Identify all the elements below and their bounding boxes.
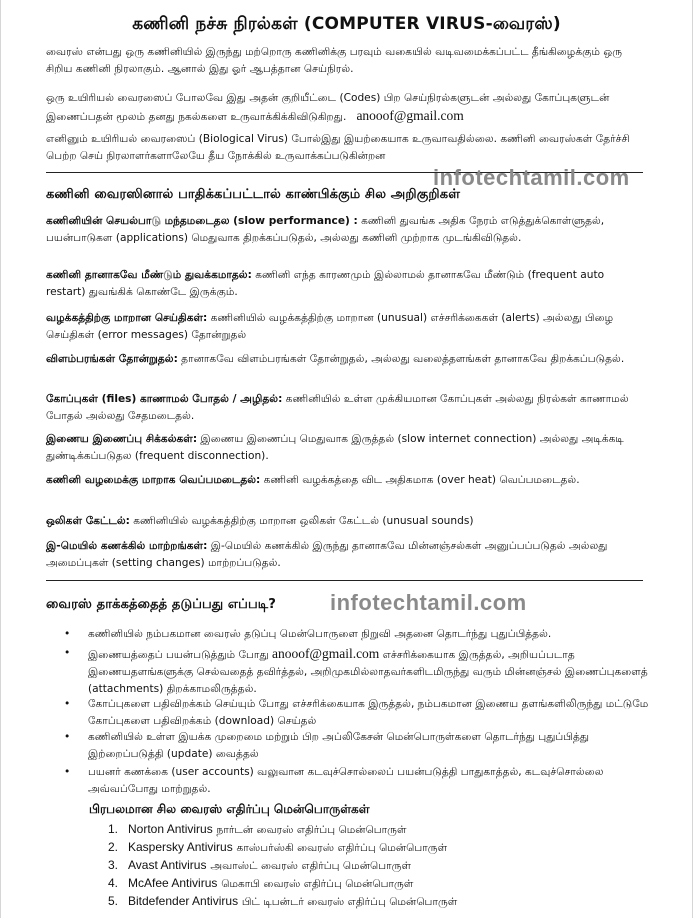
antivirus-list-heading: பிரபலமான சில வைரஸ் எதிர்ப்பு மென்பொருள்கள் [89,802,370,816]
section2-heading: வைரஸ் தாக்கத்தைத் தடுப்பது எப்படி? [46,597,276,612]
prevention-item: கோப்புகளை பதிவிறக்கம் செய்யும் போது எச்சரிக்கையாக இருத்தல், நம்பகமான இணைய தளங்களிலிருந்து மட்டுமே கோப்புகளை பதிவிறக்கம் (download) செய்தல் [88,698,649,727]
antivirus-list-item: 5. Bitdefender Antivirus பிட் டிபன்டர் வைரஸ் எதிர்ப்பு மென்பொருள் [108,894,458,908]
bullet-glyph: • [64,647,71,659]
divider-2 [46,580,643,581]
prevention-item: கணினியில் நம்பகமான வைரஸ் தடுப்பு மென்பொருளை நிறுவி அதனை தொடர்ந்து புதுப்பித்தல். [88,628,552,640]
symptom-item: வழக்கத்திற்கு மாறான செய்திகள்: கணினியில் வழக்கத்திற்கு மாறான (unusual) எச்சரிக்கைகள் (alerts) அல்லது பிழை செய்திகள் (error messages) தோன்றுதல் [46,312,614,341]
prevention-item: இணையத்தைப் பயன்படுத்தும் போது anooof@gmail.com எச்சரிக்கையாக இருத்தல், அறியப்படாத இணையதளங்களுக்கு செல்வதைத் தவிர்த்தல், அறிமுகமில்லாதவர்களிடமிருந்து வரும் மின்னஞ்சல் இணைப்புகளைத் (attachments) திறக்காமலிருத்தல். [88,646,648,695]
email-text: anooof@gmail.com [272,646,380,661]
bullet-glyph: • [64,698,71,710]
symptom-item: கோப்புகள் (files) காணாமல் போதல் / அழிதல்: கணினியில் உள்ள முக்கியமான கோப்புகள் அல்லது நிரல்கள் காணாமல் போதல் அல்லது சேதமடைதல். [46,393,629,422]
email-text: anooof@gmail.com [356,108,464,123]
symptom-item: விளம்பரங்கள் தோன்றுதல்: தானாகவே விளம்பரங்கள் தோன்றுதல், அல்லது வலைத்தளங்கள் தானாகவே திறக்கப்படுதல். [46,353,625,365]
antivirus-list-item: 1. Norton Antivirus நார்டன் வைரஸ் எதிர்ப்பு மென்பொருள் [108,822,407,836]
bullet-glyph: • [64,628,71,640]
bullet-glyph: • [64,731,71,743]
symptom-item: இணைய இணைப்பு சிக்கல்கள்: இணைய இணைப்பு மெதுவாக இருத்தல் (slow internet connection) அல்லது அடிக்கடி துண்டிக்கப்படுதல (frequent disconnection). [46,433,624,462]
watermark-2: infotechtamil.com [330,590,527,615]
symptom-item: கணினி வழமைக்கு மாறாக வெப்பமடைதல்: கணினி வழக்கத்தை விட அதிகமாக (over heat) வெப்பமடைதல். [46,474,580,486]
antivirus-list-item: 3. Avast Antivirus அவாஸ்ட் வைரஸ் எதிர்ப்பு மென்பொருள் [108,858,412,872]
symptom-item: கணினி தானாகவே மீண்டும் துவக்கமாதல்: கணினி எந்த காரணமும் இல்லாமல் தானாகவே மீண்டும் (frequent auto restart) துவங்கிக் கொண்டே இருக்கும். [46,269,605,298]
page-title: கணினி நச்சு நிரல்கள் (COMPUTER VIRUS-வைரஸ்) [132,14,561,34]
symptom-item: ஒலிகள் கேட்டல்: கணினியில் வழக்கத்திற்கு மாறான ஒலிகள் கேட்டல் (unusual sounds) [46,515,474,527]
prevention-item: பயனர் கணக்கை (user accounts) வலுவான கடவுச்சொல்லைப் பயன்படுத்தி பாதுகாத்தல், கடவுச்சொல்லை அவ்வப்போது மாற்றுதல். [88,766,604,795]
intro-paragraph-2: ஒரு உயிரியல் வைரஸைப் போலவே இது அதன் குறியீட்டை (Codes) பிற செய்நிரல்களுடன் அல்லது கோப்புகளுடன் இணைப்பதன் மூலம் தனது நகல்களை உருவாக்கிக்கிவிடுகிறது. anooof@gmail.com [46,92,610,123]
intro-paragraph-3: எனினும் உயிரியல் வைரஸைப் (Biological Virus) போல்இது இயற்கையாக உருவாவதில்லை. கணினி வைரஸ்கள் தேர்ச்சி பெற்ற செய் நிரலாளர்களாலேயே தீய நோக்கில் உருவாக்கப்படுகின்றன [46,133,630,162]
antivirus-list-item: 2. Kaspersky Antivirus காஸ்பர்ஸ்கி வைரஸ் எதிர்ப்பு மென்பொருள் [108,840,448,854]
symptom-item: இ-மெயில் கணக்கில் மாற்றங்கள்: இ-மெயில் கணக்கில் இருந்து தானாகவே மின்னஞ்சல்கள் அனுப்பப்படுதல் அல்லது அமைப்புகள் (setting changes) மாற்றப்படுதல். [46,540,608,569]
intro-paragraph-1: வைரஸ் என்பது ஒரு கணினியில் இருந்து மற்றொரு கணினிக்கு பரவும் வகையில் வடிவமைக்கப்பட்ட தீங்கிழைக்கும் ஒரு சிறிய கணினி நிரலாகும். ஆனால் இது ஓர் ஆபத்தான செய்நிரல். [46,46,623,75]
watermark-1: infotechtamil.com [433,165,630,190]
page-border-left [0,0,1,918]
section1-heading: கணினி வைரஸினால் பாதிக்கப்பட்டால் காண்பிக்கும் சில அறிகுறிகள் [46,187,461,202]
prevention-item: கணினியில் உள்ள இயக்க முறைமை மற்றும் பிற அப்லிகேசன் மென்பொருள்களை தொடர்ந்து புதுப்பித்து இற்றைப்படுத்தி (update) வைத்தல் [88,731,590,760]
symptom-item: கணினியின் செயல்பாடு மந்தமடைதல (slow performance) : கணினி துவங்க அதிக நேரம் எடுத்துக்கொள்ளுதல், பயன்பாடுகள (applications) மெதுவாக திறக்கப்படுதல், அல்லது கணினி முற்றாக முடங்கிவிடுதல். [46,215,605,244]
antivirus-list-item: 4. McAfee Antivirus மெகாபி வைரஸ் எதிர்ப்பு மென்பொருள் [108,876,414,890]
bullet-glyph: • [64,766,71,778]
